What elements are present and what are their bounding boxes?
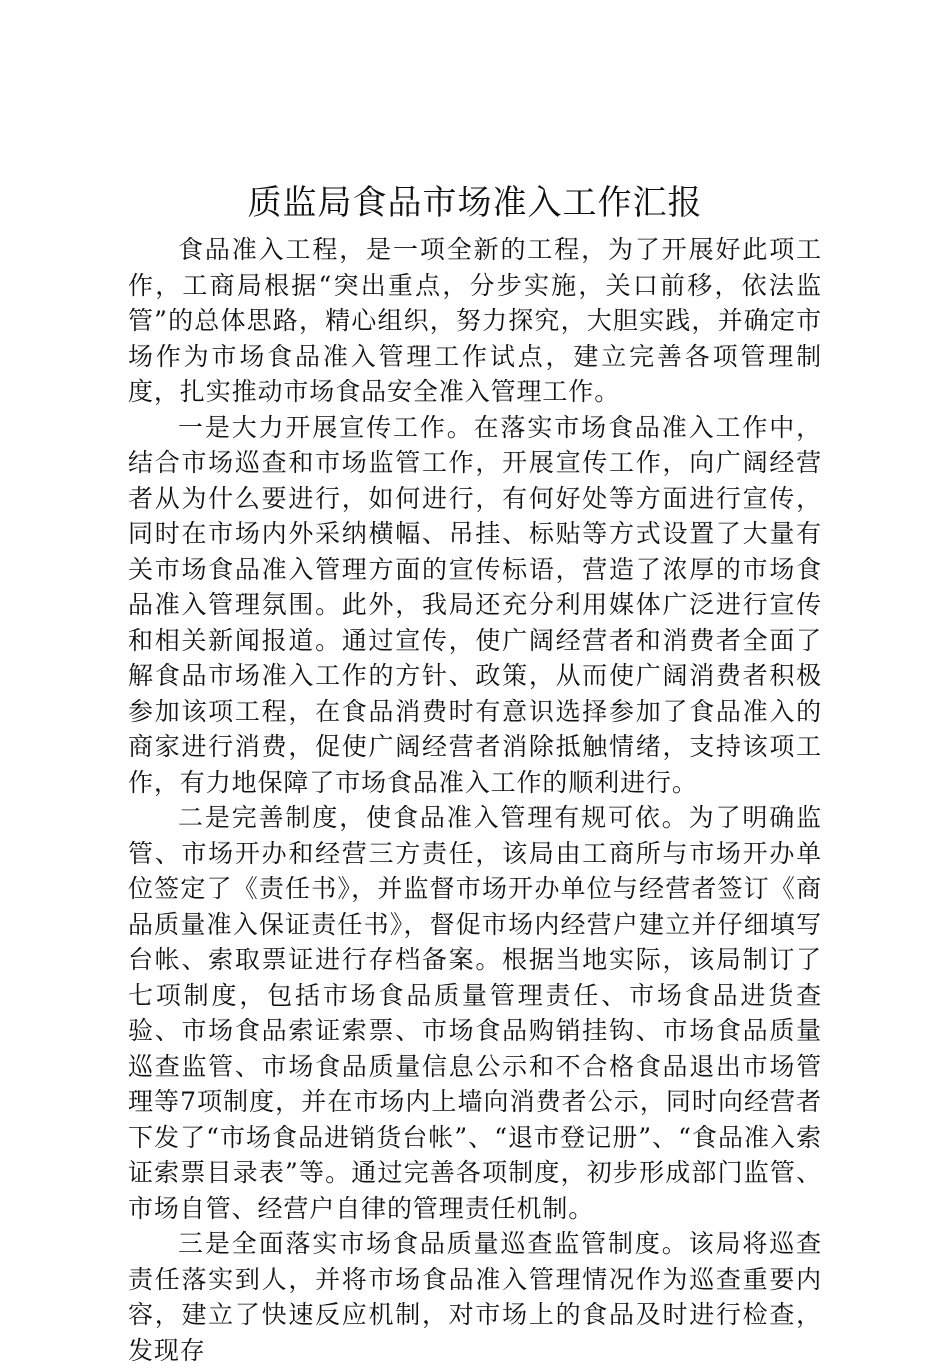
paragraph-intro: 食品准入工程，是一项全新的工程，为了开展好此项工作，工商局根据“突出重点，分步实施，关口前移，依法监管”的总体思路，精心组织，努力探究，大胆实践，并确定市场作为市场食品准入管理工作试点，建立完善各项管理制度，扎实推动市场食品安全准入管理工作。	[128, 235, 822, 406]
document-body	[128, 232, 822, 1368]
paragraph-system: 二是完善制度，使食品准入管理有规可依。为了明确监管、市场开办和经营三方责任，该局由工商所与市场开办单位签定了《责任书》，并监督市场开办单位与经营者签订《商品质量准入保证责任书》，督促市场内经营户建立并仔细填写台帐、索取票证进行存档备案。根据当地实际，该局制订了七项制度，包括市场食品质量管理责任、市场食品进货查验、市场食品索证索票、市场食品购销挂钩、市场食品质量巡查监管、市场食品质量信息公示和不合格食品退出市场管理等7项制度，并在市场内上墙向消费者公示，同时向经营者下发了“市场食品进销货台帐”、“退市登记册”、“食品准入索证索票目录表”等。通过完善各项制度，初步形成部门监管、市场自管、经营户自律的管理责任机制。	[128, 803, 822, 1223]
document-title: 质监局食品市场准入工作汇报	[247, 183, 703, 223]
paragraph-publicity: 一是大力开展宣传工作。在落实市场食品准入工作中，结合市场巡查和市场监管工作，开展宣传工作，向广阔经营者从为什么要进行，如何进行，有何好处等方面进行宣传，同时在市场内外采纳横幅、吊挂、标贴等方式设置了大量有关市场食品准入管理方面的宣传标语，营造了浓厚的市场食品准入管理氛围。此外，我局还充分利用媒体广泛进行宣传和相关新闻报道。通过宣传，使广阔经营者和消费者全面了解食品市场准入工作的方针、政策，从而使广阔消费者积极参加该项工程，在食品消费时有意识选择参加了食品准入的商家进行消费，促使广阔经营者消除抵触情绪，支持该项工作，有力地保障了市场食品准入工作的顺利进行。	[128, 412, 822, 797]
paragraph-inspection: 三是全面落实市场食品质量巡查监管制度。该局将巡查责任落实到人，并将市场食品准入管理情况作为巡查重要内容，建立了快速反应机制，对市场上的食品及时进行检查，发现存	[128, 1229, 822, 1365]
